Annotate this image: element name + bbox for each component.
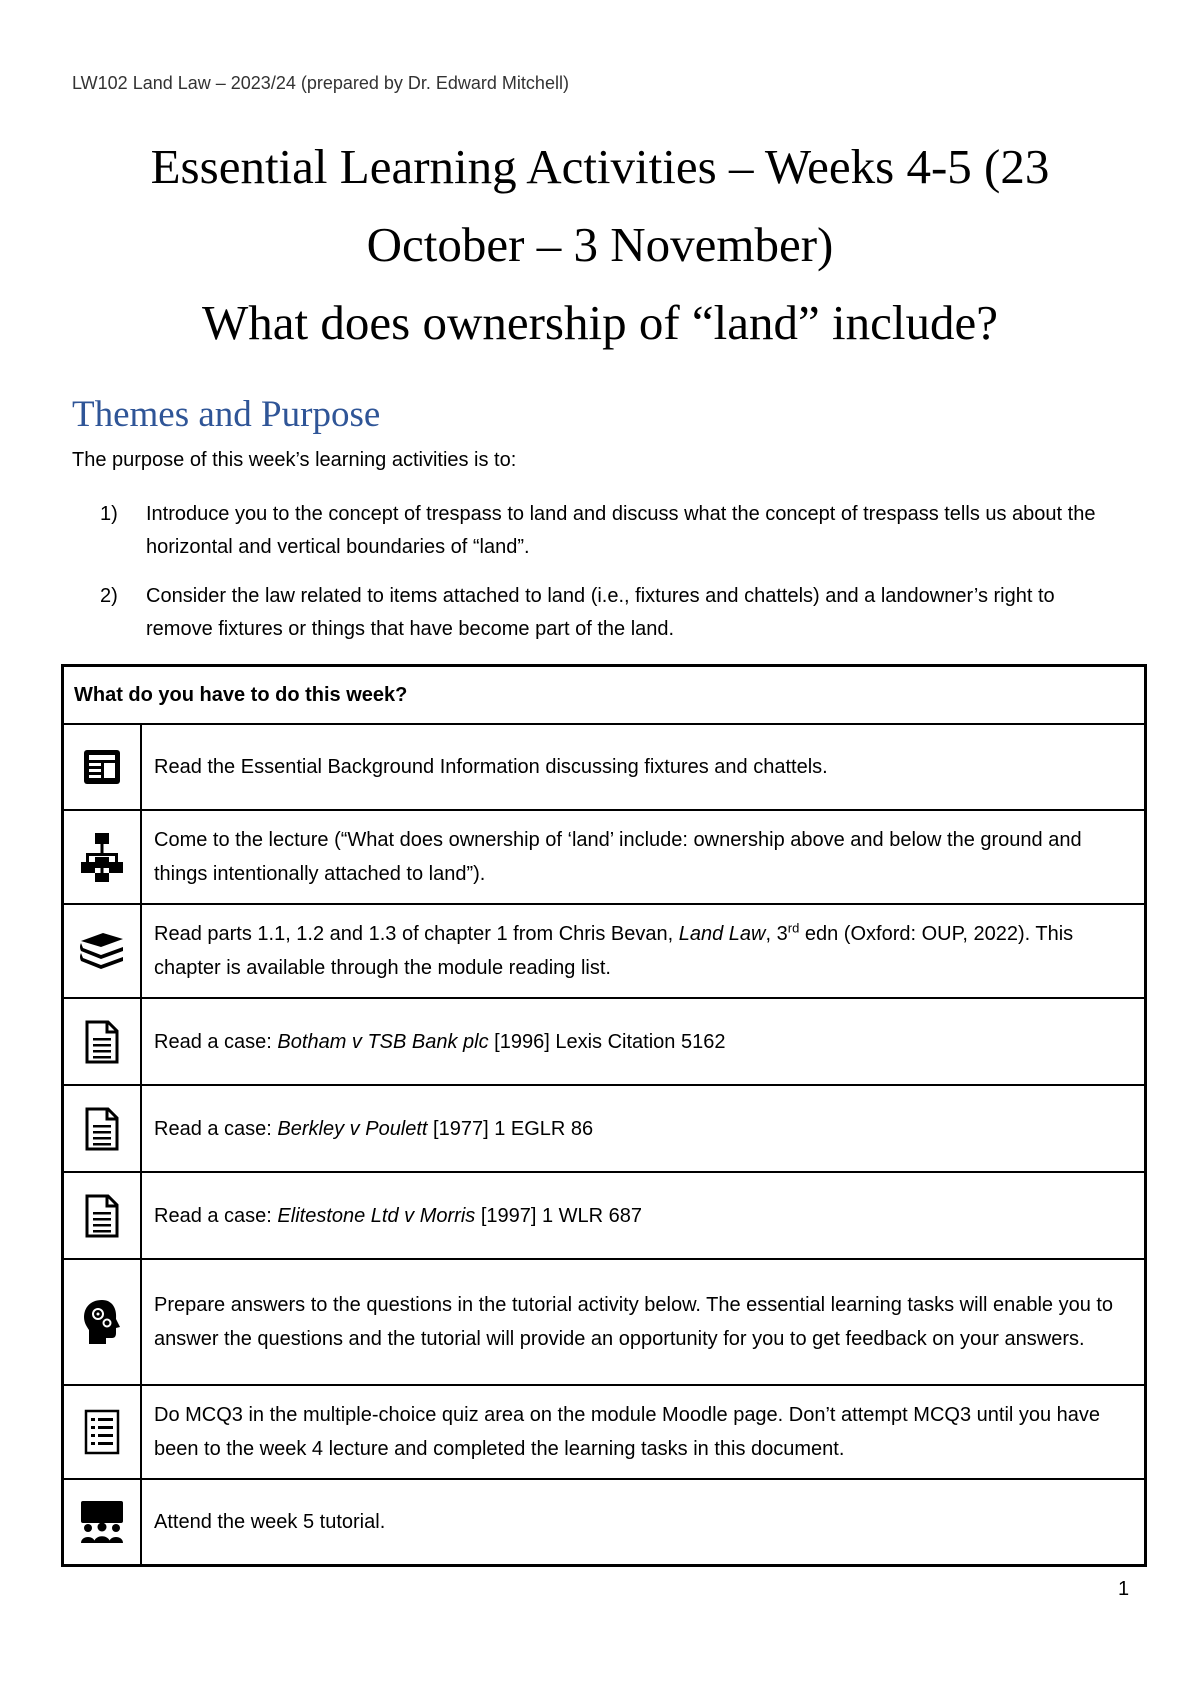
page-subtitle: What does ownership of “land” include? [202,295,998,350]
task-text-part: [1977] 1 EGLR 86 [427,1117,594,1140]
header-note: LW102 Land Law – 2023/24 (prepared by Dr. Edward Mitchell) [72,73,569,93]
task-row [63,1259,1146,1385]
task-text-part: Read a case: [154,1204,278,1227]
task-row [63,904,1146,998]
task-text: Do MCQ3 in the multiple-choice quiz area on the module Moodle page. Don’t attempt MCQ3 until you have been to the week 4 lecture and completed the learning tasks in this document. [141,1385,1146,1479]
document-icon [84,1194,120,1238]
task-text [141,998,1146,1085]
head-gears-icon [82,1298,122,1346]
purpose-item [100,580,1120,646]
section-heading: Themes and Purpose [72,394,381,435]
checklist-icon [83,1409,121,1455]
superscript: rd [787,920,800,936]
task-row [63,1085,1146,1172]
case-name: Elitestone Ltd v Morris [277,1204,476,1227]
task-row [63,1479,1146,1565]
task-row [63,1385,1146,1479]
book-title: Land Law [678,923,766,945]
hierarchy-icon [79,831,125,883]
title-line-2: October – 3 November) [366,217,834,272]
table-header: What do you have to do this week? [63,666,1146,725]
task-text-part: , 3 [765,923,788,945]
task-row [63,724,1146,810]
task-text: Attend the week 5 tutorial. [141,1479,1146,1565]
task-text: Read the Essential Background Information discussing fixtures and chattels. [141,724,1146,810]
purpose-number: 1) [100,503,118,525]
task-text-part: Read a case: [154,1030,278,1053]
task-text: Prepare answers to the questions in the tutorial activity below. The essential learning tasks will enable you to answer the questions and the tutorial will provide an opportunity for you to get feedback on your answers. [141,1259,1146,1385]
task-text-part: [1997] 1 WLR 687 [475,1204,643,1227]
task-row [63,810,1146,904]
task-text-part: Read a case: [154,1117,278,1140]
purpose-text: Consider the law related to items attached to land (i.e., fixtures and chattels) and a landowner’s right to remove fixtures or things that have become part of the land. [146,585,1055,640]
purpose-list [100,498,1120,662]
task-text-part: edn (Oxford: OUP, 2022). This chapter is available through the module reading list. [154,923,1074,979]
newspaper-icon [81,746,123,788]
task-text [141,1085,1146,1172]
task-row [63,998,1146,1085]
case-name: Botham v TSB Bank plc [277,1030,489,1053]
tasks-table [61,664,1147,1567]
task-text-part: Read parts 1.1, 1.2 and 1.3 of chapter 1 from Chris Bevan, [154,923,679,945]
table-header-row [63,666,1146,725]
purpose-text: Introduce you to the concept of trespass to land and discuss what the concept of trespass tells us about the horizontal and vertical boundaries of “land”. [146,503,1096,558]
page-title [60,128,1140,284]
group-presentation-icon [78,1499,126,1545]
purpose-item [100,498,1120,564]
task-text-part: [1996] Lexis Citation 5162 [488,1030,726,1053]
purpose-number: 2) [100,585,118,607]
document-icon [84,1020,120,1064]
case-name: Berkley v Poulett [277,1117,428,1140]
intro-text: The purpose of this week’s learning activities is to: [72,449,517,471]
task-text [141,904,1146,998]
task-text: Come to the lecture (“What does ownership of ‘land’ include: ownership above and below the ground and things intentionally attached to land”). [141,810,1146,904]
task-row [63,1172,1146,1259]
document-icon [84,1107,120,1151]
books-icon [77,929,127,973]
page-number: 1 [1118,1578,1130,1600]
title-line-1: Essential Learning Activities – Weeks 4-5 (23 [150,139,1050,194]
task-text [141,1172,1146,1259]
